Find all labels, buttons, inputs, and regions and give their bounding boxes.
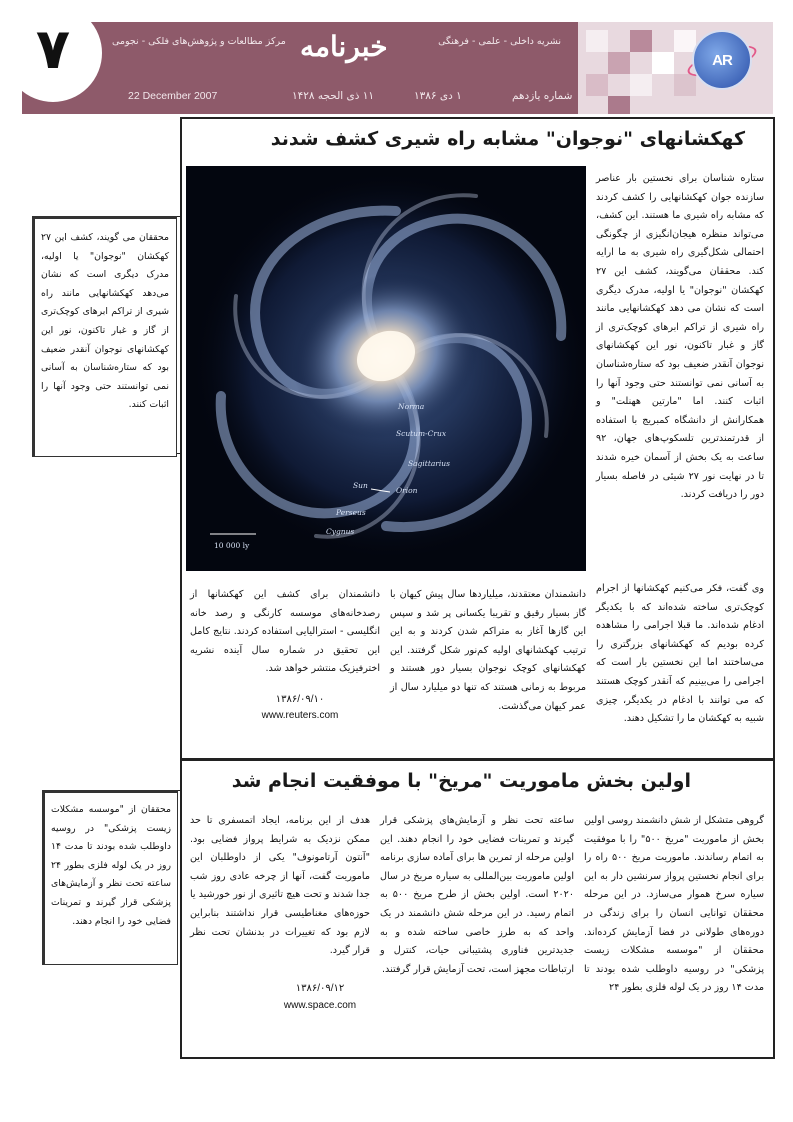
article2-text-3: هدف از این برنامه، ایجاد اتمسفری تا حد ممکن نزدیک به شرایط پرواز فضایی بود. "آنتون آرتامونوف" یکی از داوطلبان این ماموریت گفت، آنها از چرخه عادی روز شب جدا شدند و تحت هیچ تاثیری از نور خورشید یا حوزه‌های مغناطیسی قرار نداشتند بنابراین لازم بود که تغییرات در بدنشان تحت نظر قرار گیرد. — [190, 815, 370, 957]
article2-text-2: ساعته تحت نظر و آزمایش‌های پزشکی قرار گیرند و تمرینات فضایی خود را انجام دهند. این اولین مرحله از تمرین ها برای آماده سازی برنامه اولین ماموریت بین‌المللی به سیاره مریخ در سال ۲۰۲۰ است. اولین بخش از طرح مریخ ۵۰۰ به اتمام رسید. در این مرحله شش دانشمند در یک واحد که به طرز خاصی ساخته شده و به جدیدترین فناوری پشتیبانی حیات، کنترل و ارتباطات مجهز است، تحت آزمایش قرار گرفتند. — [380, 815, 574, 975]
header-subtitle: مرکز مطالعات و پژوهش‌های فلکی - نجومی — [112, 36, 286, 47]
svg-text:Perseus: Perseus — [336, 508, 366, 517]
svg-text:Sagittarius: Sagittarius — [408, 459, 450, 468]
article2-source-link[interactable]: www.space.com — [283, 1000, 357, 1011]
pull-quote-galaxies — [32, 216, 177, 457]
pull-quote-mars — [42, 790, 178, 965]
date-persian: ۱ دی ۱۳۸۶ — [414, 90, 462, 102]
logo-text: AR — [712, 51, 732, 69]
article1-text-intro: ستاره شناسان برای نخستین بار عناصر سازنده جوان کهکشانهایی را کشف کردند که مشابه راه شیری ما هستند. این کشف، می‌تواند منظره هیجان‌انگیزی از چگونگی احتمالی شکل‌گیری راه شیری به ما ارایه کند. محققان می‌گویند، کشف این ۲۷ کهکشان "نوجوان" یا اولیه، مدرک دیگری است که نشان می دهد کهکشانهایی مانند راه شیری از تراکم ابرهای کوچک‌تری از گاز و غبار تاکنون، نور این کهکشانهای نوجوان آنقدر ضعیف بود که ستاره‌شناسان به آسانی نمی توانستند حتی وجود آنها را اثبات کنند. اما "مارتین ههنلت" و همکارانش از دانشگاه کمبریج با استفاده از قدرتمندترین تلسکوپ‌های جهان، ۹۲ ساعت به یک بخش از آسمان خیره شدند تا در نهایت نور ۲۷ شیئی در فاصله بسیار دور را دریافت کردند. — [596, 173, 764, 501]
article1-text-1: وی گفت، فکر می‌کنیم کهکشانها از اجرام کوچک‌تری ساخته شده‌اند که با یکدیگر ادغام شده‌اند. ما قبلا اجرامی را مشاهده کرده بودیم که کهکشانهای بزرگتری را می‌ساختند اما این نخستین بار است که اجرامی را می‌بینیم که آنقدر کوچک هستند که می توانند با ادغام در یکدیگر، چیزی شبیه به کهکشان ما را تشکیل دهند. — [596, 583, 764, 725]
svg-text:10 000 ly: 10 000 ly — [214, 541, 250, 550]
svg-text:Norma: Norma — [398, 402, 425, 411]
article2-column-1 — [584, 812, 764, 998]
article1-column-1 — [596, 580, 764, 729]
article2-source-date: ۱۳۸۶/۰۹/۱۲ — [295, 983, 345, 994]
milky-way-image — [186, 166, 586, 571]
article2-column-2 — [380, 812, 574, 979]
article1-column-intro — [596, 170, 764, 505]
svg-text:Orion: Orion — [396, 486, 418, 495]
issue-number-badge — [4, 4, 102, 102]
issue-label: شماره یازدهم — [512, 90, 573, 102]
header-tagline: نشریه داخلی - علمی - فرهنگی — [438, 36, 561, 47]
organization-logo — [692, 30, 752, 90]
article2-column-3 — [190, 812, 370, 961]
pull-quote-text: محققان می گویند، کشف این ۲۷ کهکشان "نوجوان" یا اولیه، مدرک دیگری است که نشان می‌دهد کهکشانهایی مانند راه شیری از تراکم ابرهای کوچک‌تری از گاز و غبار تاکنون، نور این کهکشانهای نوجوان آنقدر ضعیف بود که ستاره‌شناسان به آسانی نمی توانستند حتی وجود آنها را اثبات کنند. — [41, 232, 169, 411]
article1-text-3: دانشمندان برای کشف این کهکشانها از رصدخانه‌های موسسه کارنگی و رصد خانه انگلیسی - استرالیایی استفاده کردند. نتایج کامل این تحقیق در شماره سال آینده نشریه اخترفیزیک منتشر خواهد شد. — [190, 589, 380, 675]
date-gregorian: 22 December 2007 — [128, 90, 218, 102]
pull-quote-text-mars: محققان از "موسسه مشکلات زیست پزشکی" در روسیه داوطلب شده بودند تا مدت ۱۴ روز در یک لوله فلزی بطور ۲۴ ساعته تحت نظر و آزمایش‌های پزشکی قرار گیرند و تمرینات فضایی خود را انجام دهند. — [51, 804, 171, 927]
article1-source-date: ۱۳۸۶/۰۹/۱۰ — [275, 694, 325, 705]
svg-text:Cygnus: Cygnus — [326, 527, 355, 536]
article-title-mars: اولین بخش ماموریت "مریخ" با موفقیت انجام شد — [231, 770, 691, 792]
article1-column-2 — [390, 586, 586, 716]
date-hijri: ۱۱ ذی الحجه ۱۴۲۸ — [292, 90, 375, 102]
article2-text-1: گروهی متشکل از شش دانشمند روسی اولین بخش از ماموریت "مریخ ۵۰۰" را با موفقیت به اتمام رساندند. ماموریت مریخ ۵۰۰ راه را برای انجام نخستین پرواز سرنشین دار به این سیاره سرخ هموار می‌سازد. در این مرحله محققان توانایی انسان را برای زندگی در دوره‌های طولانی در فضا آزمایش کرده‌اند. محققان از "موسسه مشکلات زیست پزشکی" در روسیه داوطلب شده بودند تا مدت ۱۴ روز در یک لوله فلزی بطور ۲۴ — [584, 815, 764, 994]
newsletter-brand: خبرنامه — [300, 30, 388, 63]
article1-column-3 — [190, 586, 380, 679]
svg-text:Sun: Sun — [353, 481, 368, 490]
issue-number: ۷ — [35, 17, 71, 82]
article1-source-link[interactable]: www.reuters.com — [261, 710, 339, 721]
article1-text-2: دانشمندان معتقدند، میلیاردها سال پیش کیهان با گاز بسیار رقیق و تقریبا یکسانی پر شد و سپس این گازها آغاز به متراکم شدن کردند و به این ترتیب کهکشانهای اولیه کم‌نور شکل گرفتند. این کهکشانهای کوچک نوجوان بسیار دور هستند و مربوط به زمانی هستند که تنها دو میلیارد سال از عمر کیهان می‌گذشت. — [390, 589, 586, 712]
svg-text:Scutum-Crux: Scutum-Crux — [396, 429, 447, 438]
article-title: کهکشانهای "نوجوان" مشابه راه شیری کشف شدند — [270, 128, 745, 150]
